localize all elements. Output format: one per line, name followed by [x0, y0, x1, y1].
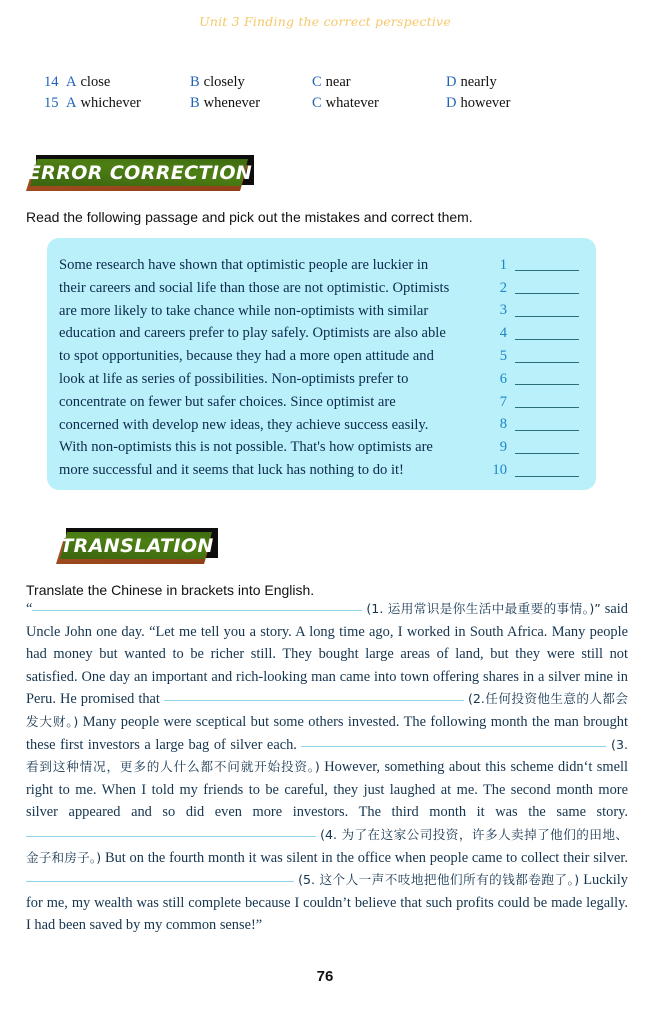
answer-number: 6 — [499, 370, 507, 387]
answer-blank[interactable] — [515, 282, 579, 294]
chinese-prompt-5: (5. 这个人一声不吱地把他们所有的钱都卷跑了。) — [298, 872, 580, 888]
option-c[interactable] — [312, 74, 446, 91]
translation-blank-2[interactable] — [164, 688, 464, 701]
error-correction-passage-box — [47, 238, 596, 490]
english-text-2: Many people were sceptical but some others invested. The following month the man brought these first investors a large bag of silver each. — [26, 713, 628, 753]
option-b[interactable] — [190, 95, 312, 112]
translation-blank-3[interactable] — [301, 734, 606, 747]
option-d[interactable] — [446, 74, 566, 91]
option-letter: D — [446, 74, 457, 90]
answer-blank[interactable] — [515, 305, 579, 317]
answer-number: 4 — [499, 325, 507, 342]
passage-line: to spot opportunities, because they had a more open attitude and — [59, 348, 434, 365]
translation-blank-5[interactable] — [26, 869, 294, 882]
answer-row — [485, 254, 586, 277]
multiple-choice-row — [44, 74, 624, 95]
section-banner-translation — [56, 528, 218, 568]
translation-passage — [26, 598, 628, 937]
option-word: closely — [203, 74, 245, 90]
answer-row — [485, 459, 586, 482]
question-number: 15 — [44, 95, 59, 111]
page-number: 76 — [316, 968, 334, 985]
translation-blank-1[interactable] — [32, 598, 362, 611]
option-word: nearly — [460, 74, 497, 90]
passage-line: education and careers prefer to play safely. Optimists are also able — [59, 325, 446, 342]
english-text-1: said Uncle John one day. “Let me tell you a story. A long time ago, I worked in South Africa. Many people had money but wanted to be richer still. They bought large areas of land, but they were still not satisfied. One day an important and rich-looking man came into town offering shares in a silver mine in Peru. He promised that — [26, 601, 628, 708]
passage-line: concerned with develop new ideas, they achieve success easily. — [59, 416, 429, 433]
passage-line: more successful and it seems that luck has nothing to do it! — [59, 462, 404, 479]
passage-text — [59, 254, 479, 482]
option-letter: D — [446, 95, 457, 111]
answer-row — [485, 391, 586, 414]
option-word: whatever — [325, 95, 379, 111]
option-d[interactable] — [446, 95, 566, 112]
answer-blank[interactable] — [515, 373, 579, 385]
answer-row — [485, 345, 586, 368]
chinese-prompt-3: (3. 看到这种情况，更多的人什么都不问就开始投资。) — [26, 736, 628, 775]
answer-number: 10 — [492, 462, 507, 479]
passage-line: look at life as series of possibilities. Non-optimists prefer to — [59, 370, 409, 387]
english-text-5: Luckily for me, my wealth was still complete because I couldn’t believe that such profits could be made legally. I had been saved by my common sense!” — [26, 872, 628, 934]
answer-blank[interactable] — [515, 351, 579, 363]
option-a[interactable] — [66, 95, 190, 112]
section-banner-error-correction — [26, 155, 254, 195]
answer-row — [485, 414, 586, 437]
chinese-prompt-1: (1. 运用常识是你生活中最重要的事情。)” — [366, 601, 601, 616]
passage-line: their careers and social life than those are not optimistic. Optimists — [59, 279, 450, 296]
english-text-4: But on the fourth month it was silent in the office when people came to collect their silver. — [105, 849, 628, 866]
answer-row — [485, 322, 586, 345]
passage-line: are more likely to take chance while non-optimists with similar — [59, 302, 429, 319]
answer-number: 1 — [499, 256, 507, 273]
option-letter: C — [312, 95, 322, 111]
answer-blank[interactable] — [515, 442, 579, 454]
chinese-prompt-2: (2.任何投资他生意的人都会发大财。) — [26, 691, 628, 729]
answer-blank[interactable] — [515, 328, 579, 340]
option-word: however — [460, 95, 511, 111]
error-correction-instruction: Read the following passage and pick out the mistakes and correct them. — [26, 209, 473, 225]
option-letter: B — [190, 95, 200, 111]
question-number: 14 — [44, 74, 59, 90]
banner-label: ERROR CORRECTION — [27, 162, 253, 184]
multiple-choice-block — [44, 74, 624, 116]
translation-instruction: Translate the Chinese in brackets into English. — [26, 582, 315, 598]
answer-column — [479, 254, 586, 482]
answer-blank[interactable] — [515, 465, 579, 477]
passage-line: Some research have shown that optimistic people are luckier in — [59, 257, 429, 273]
option-letter: A — [66, 95, 77, 111]
answer-number: 9 — [499, 439, 507, 456]
option-a[interactable] — [66, 74, 190, 91]
passage-line: With non-optimists this is not possible. That's how optimists are — [59, 439, 433, 456]
answer-row — [485, 277, 586, 300]
answer-blank[interactable] — [515, 259, 579, 271]
option-letter: A — [66, 74, 77, 90]
passage-inner — [59, 254, 586, 482]
option-b[interactable] — [190, 74, 312, 91]
answer-number: 7 — [499, 393, 507, 410]
option-word: near — [325, 74, 351, 90]
chinese-prompt-4: (4. 为了在这家公司投资，许多人卖掉了他们的田地、金子和房子。) — [26, 826, 628, 865]
english-text-3: However, something about this scheme didn‘t smell right to me. When I told my friends to be careful, they just laughed at me. The second month more silver appeared and so did even more investors. The third month it was the same story. — [26, 759, 628, 821]
option-word: whichever — [80, 95, 141, 111]
answer-row — [485, 368, 586, 391]
option-letter: C — [312, 74, 322, 90]
answer-number: 2 — [499, 279, 507, 296]
answer-number: 5 — [499, 348, 507, 365]
translation-blank-4[interactable] — [26, 824, 316, 837]
answer-blank[interactable] — [515, 396, 579, 408]
option-word: whenever — [203, 95, 261, 111]
running-head: Unit 3 Finding the correct perspective — [199, 14, 451, 29]
open-quote: “ — [26, 601, 33, 617]
answer-row — [485, 300, 586, 323]
passage-line: concentrate on fewer but safer choices. Since optimist are — [59, 393, 396, 410]
answer-blank[interactable] — [515, 419, 579, 431]
answer-number: 8 — [499, 416, 507, 433]
answer-number: 3 — [499, 302, 507, 319]
option-c[interactable] — [312, 95, 446, 112]
banner-label: TRANSLATION — [60, 535, 214, 557]
multiple-choice-row — [44, 95, 624, 116]
option-word: close — [80, 74, 111, 90]
answer-row — [485, 436, 586, 459]
option-letter: B — [190, 74, 200, 90]
